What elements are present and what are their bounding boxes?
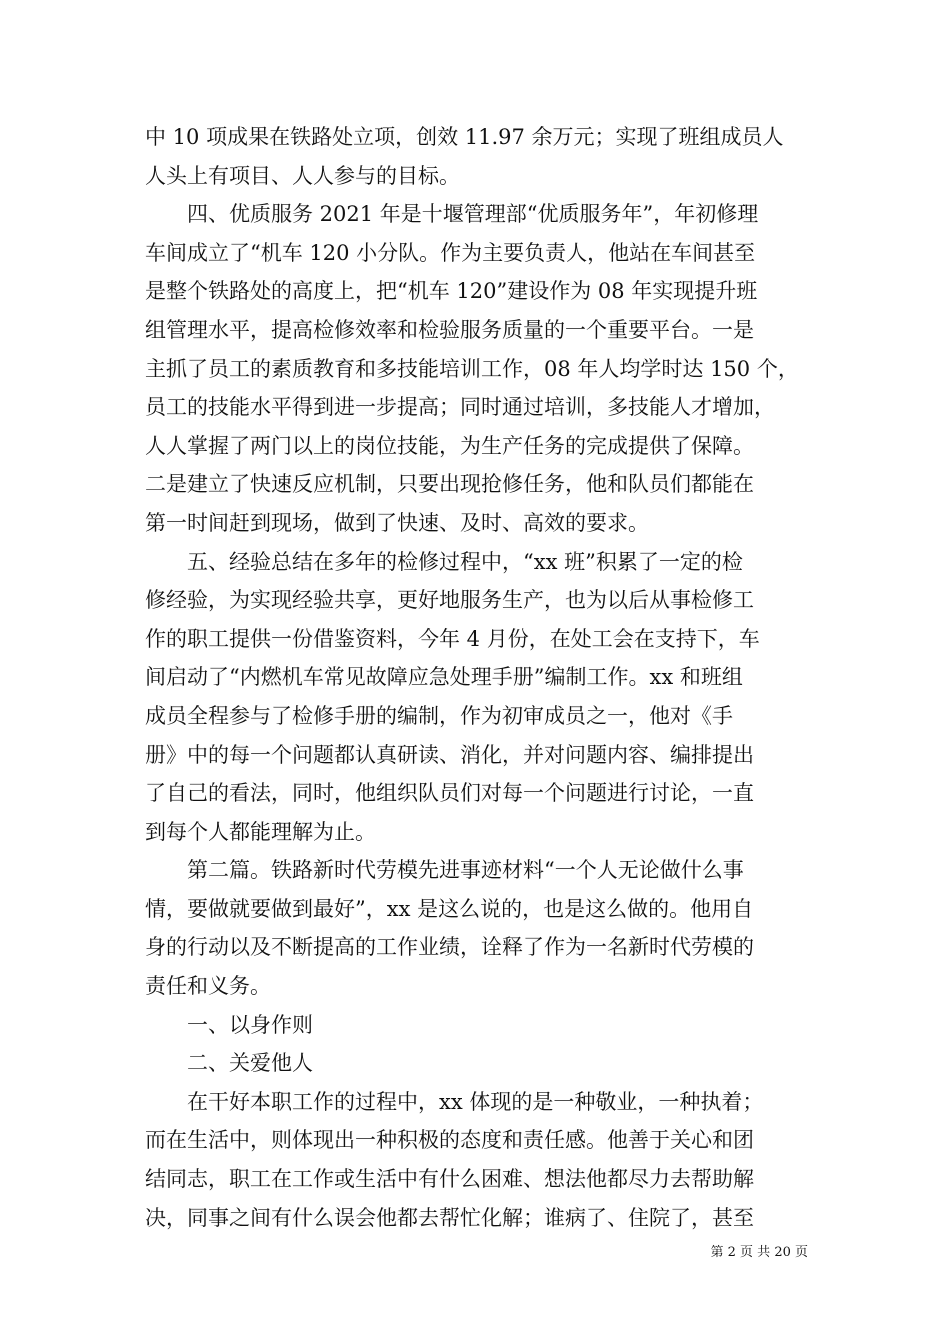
text-line: 人人掌握了两门以上的岗位技能，为生产任务的完成提供了保障。 xyxy=(145,433,754,458)
text-line: 在干好本职工作的过程中，xx 体现的是一种敬业，一种执着； xyxy=(145,1089,764,1114)
text-line: 员工的技能水平得到进一步提高；同时通过培训，多技能人才增加， xyxy=(145,395,775,420)
text-line: 组管理水平，提高检修效率和检验服务质量的一个重要平台。一是 xyxy=(145,317,754,342)
document-body xyxy=(145,118,809,1237)
text-line: 修经验，为实现经验共享，更好地服务生产，也为以后从事检修工 xyxy=(145,588,754,613)
text-line: 人头上有项目、人人参与的目标。 xyxy=(145,163,460,188)
text-line: 结同志，职工在工作或生活中有什么困难、想法他都尽力去帮助解 xyxy=(145,1167,754,1192)
text-line: 册》中的每一个问题都认真研读、消化，并对问题内容、编排提出 xyxy=(145,742,754,767)
text-line: 第二篇。铁路新时代劳模先进事迹材料“一个人无论做什么事 xyxy=(145,858,744,883)
text-line: 二、关爱他人 xyxy=(145,1051,313,1076)
text-line: 决，同事之间有什么误会他都去帮忙化解；谁病了、住院了，甚至 xyxy=(145,1205,754,1230)
text-line: 是整个铁路处的高度上，把“机车 120”建设作为 08 年实现提升班 xyxy=(145,279,758,304)
text-line: 而在生活中，则体现出一种积极的态度和责任感。他善于关心和团 xyxy=(145,1128,754,1153)
text-line: 二是建立了快速反应机制，只要出现抢修任务，他和队员们都能在 xyxy=(145,472,754,497)
text-line: 责任和义务。 xyxy=(145,974,271,999)
text-line: 一、以身作则 xyxy=(145,1012,313,1037)
text-line: 第一时间赶到现场，做到了快速、及时、高效的要求。 xyxy=(145,510,649,535)
text-line: 间启动了“内燃机车常见故障应急处理手册”编制工作。xx 和班组 xyxy=(145,665,743,690)
text-line: 四、优质服务 2021 年是十堰管理部“优质服务年”，年初修理 xyxy=(145,202,759,227)
text-line: 到每个人都能理解为止。 xyxy=(145,819,376,844)
text-line: 身的行动以及不断提高的工作业绩，诠释了作为一名新时代劳模的 xyxy=(145,935,754,960)
text-line: 中 10 项成果在铁路处立项，创效 11.97 余万元；实现了班组成员人 xyxy=(145,125,784,149)
text-line: 情，要做就要做到最好”，xx 是这么说的，也是这么做的。他用自 xyxy=(145,896,754,921)
page-number: 第 2 页 共 20 页 xyxy=(710,1245,808,1260)
text-line: 了自己的看法，同时，他组织队员们对每一个问题进行讨论，一直 xyxy=(145,781,754,806)
text-line: 主抓了员工的素质教育和多技能培训工作，08 年人均学时达 150 个， xyxy=(145,356,799,381)
text-line: 作的职工提供一份借鉴资料，今年 4 月份，在处工会在支持下，车 xyxy=(145,626,760,651)
text-line: 成员全程参与了检修手册的编制，作为初审成员之一，他对《手 xyxy=(145,703,733,728)
text-line: 车间成立了“机车 120 小分队。作为主要负责人，他站在车间甚至 xyxy=(145,240,756,265)
text-line: 五、经验总结在多年的检修过程中，“xx 班”积累了一定的检 xyxy=(145,549,743,574)
